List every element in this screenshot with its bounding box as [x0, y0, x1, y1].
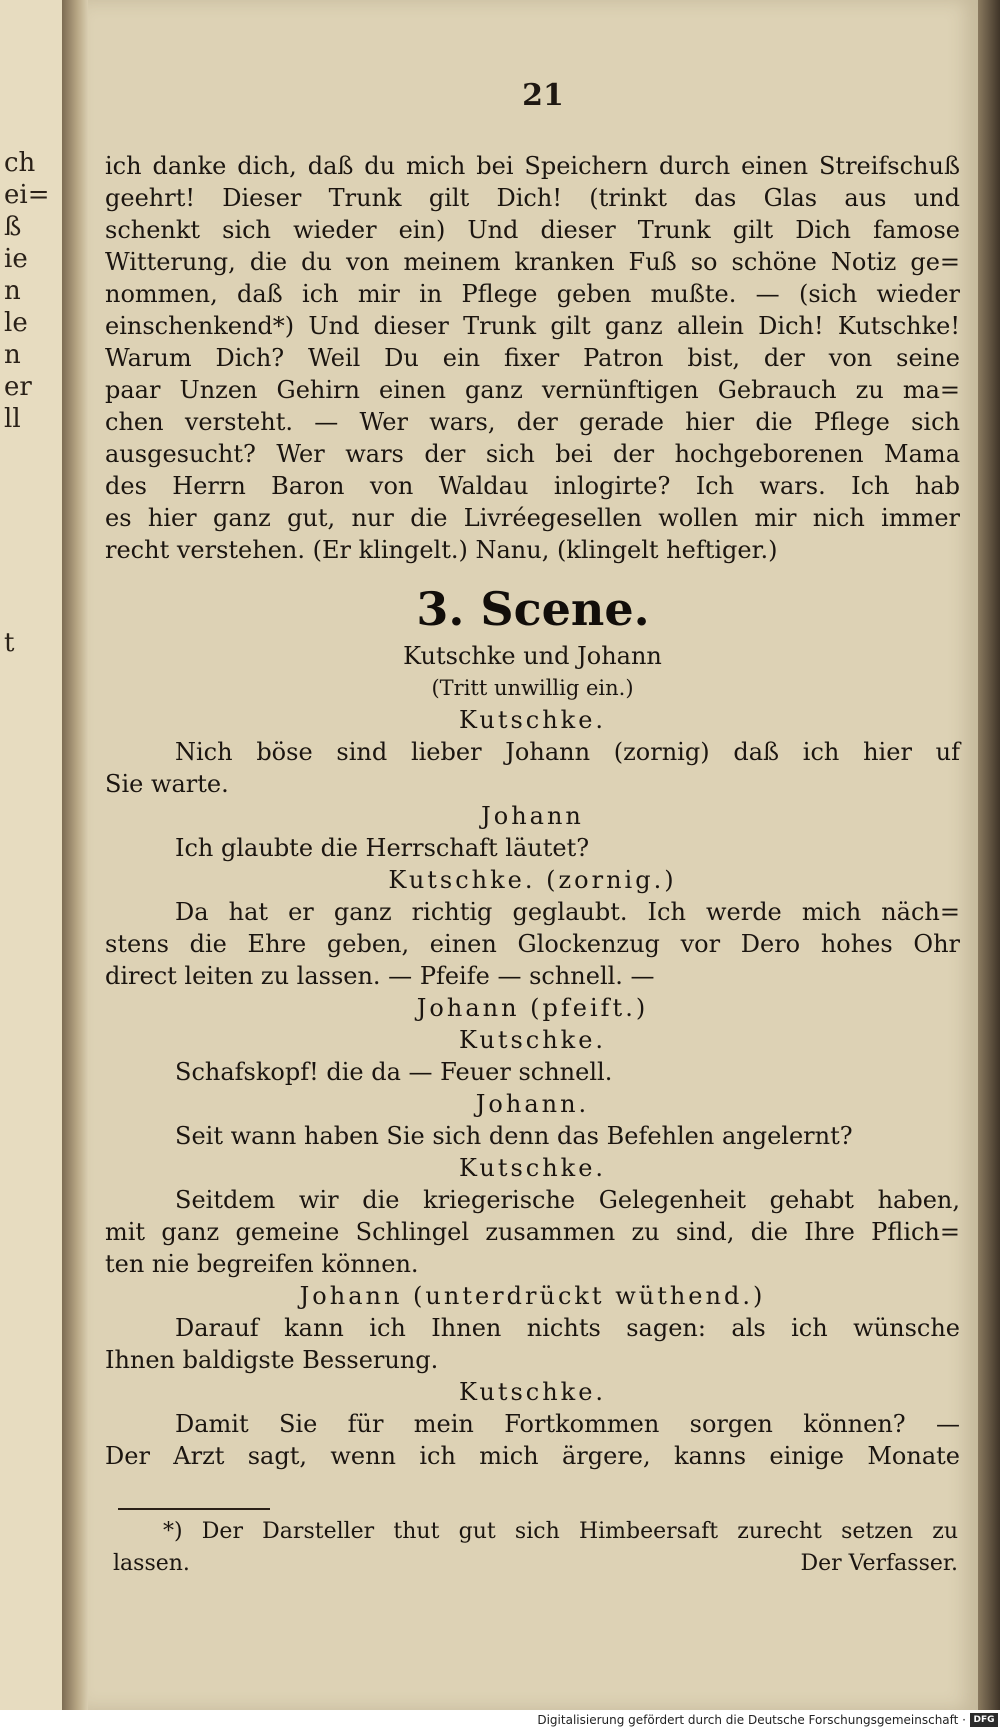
text-line: ausgesucht? Wer wars der sich bei der hochgeborenen Mama	[105, 440, 960, 468]
text-line: Witterung, die du von meinem kranken Fuß so schöne Notiz ge=	[105, 248, 960, 276]
dialogue-line: Ich glaubte die Herrschaft läutet?	[175, 834, 590, 862]
stage-direction: (Tritt unwillig ein.)	[431, 676, 634, 700]
footnote-line: *) Der Darsteller thut gut sich Himbeersaft zurecht setzen zu	[163, 1519, 958, 1544]
dialogue-line: Der Arzt sagt, wenn ich mich ärgere, kanns einige Monate	[105, 1442, 960, 1470]
speaker-name: Johann.	[475, 1090, 590, 1118]
footer-credit: Digitalisierung gefördert durch die Deutsche Forschungsgemeinschaft ·	[537, 1713, 966, 1727]
facing-page-edge	[0, 0, 64, 1730]
dialogue-line: mit ganz gemeine Schlingel zusammen zu sind, die Ihre Pflich=	[105, 1218, 960, 1246]
text-line: chen versteht. — Wer wars, der gerade hier die Pflege sich	[105, 408, 960, 436]
facing-page-fragment: er	[4, 372, 32, 402]
facing-page-fragment: ß	[4, 212, 22, 242]
facing-page-fragment: t	[4, 628, 15, 658]
dialogue-line: Ihnen baldigste Besserung.	[105, 1346, 439, 1374]
scene-cast: Kutschke und Johann	[403, 642, 662, 670]
text-line: schenkt sich wieder ein) Und dieser Trunk gilt Dich famose	[105, 216, 960, 244]
dialogue-line: Nich böse sind lieber Johann (zornig) daß ich hier uf	[175, 738, 960, 766]
speaker-name: Kutschke.	[458, 1026, 607, 1054]
text-line: Warum Dich? Weil Du ein fixer Patron bist, der von seine	[105, 344, 960, 372]
dialogue-line: direct leiten zu lassen. — Pfeife — schnell. —	[105, 962, 655, 990]
dialogue-line: Seit wann haben Sie sich denn das Befehlen angelernt?	[175, 1122, 853, 1150]
speaker-name: Kutschke.	[458, 1154, 607, 1182]
page-edge-shadow	[978, 0, 1000, 1710]
footnote-signature-row	[113, 1548, 958, 1580]
dialogue-line: Seitdem wir die kriegerische Gelegenheit gehabt haben,	[175, 1186, 960, 1214]
text-line: nommen, daß ich mir in Pflege geben mußte. — (sich wieder	[105, 280, 960, 308]
speaker-name: Johann	[481, 802, 584, 830]
facing-page-fragment: le	[4, 308, 28, 338]
scene-dialogue	[105, 640, 960, 1472]
facing-page-fragment: ie	[4, 244, 28, 274]
footnote	[113, 1516, 958, 1580]
speaker-name: Kutschke. (zornig.)	[388, 866, 677, 894]
dialogue-line: Damit Sie für mein Fortkommen sorgen können? —	[175, 1410, 960, 1438]
dialogue-line: stens die Ehre geben, einen Glockenzug vor Dero hohes Ohr	[105, 930, 960, 958]
footnote-rule	[118, 1508, 270, 1510]
dialogue-line: Da hat er ganz richtig geglaubt. Ich werde mich näch=	[175, 898, 960, 926]
dialogue-line: Sie warte.	[105, 770, 229, 798]
text-line: des Herrn Baron von Waldau inlogirte? Ich wars. Ich hab	[105, 472, 960, 500]
facing-page-fragment: ei=	[4, 180, 50, 210]
dialogue-line: Darauf kann ich Ihnen nichts sagen: als ich wünsche	[175, 1314, 960, 1342]
speaker-name: Johann (pfeift.)	[416, 994, 649, 1022]
speaker-name: Kutschke.	[458, 706, 607, 734]
scene-heading: 3. Scene.	[416, 582, 650, 636]
text-line: es hier ganz gut, nur die Livréegesellen wollen mir nich immer	[105, 504, 960, 532]
book-gutter	[62, 0, 88, 1730]
footnote-line: lassen.	[113, 1551, 190, 1576]
speaker-name: Kutschke.	[458, 1378, 607, 1406]
text-line: ich danke dich, daß du mich bei Speichern durch einen Streifschuß	[105, 152, 960, 180]
speaker-name: Johann (unterdrückt wüthend.)	[299, 1282, 766, 1310]
book-page	[88, 0, 978, 1710]
digitization-footer	[0, 1710, 1000, 1730]
text-line: paar Unzen Gehirn einen ganz vernünftigen Gebrauch zu ma=	[105, 376, 960, 404]
text-line: geehrt! Dieser Trunk gilt Dich! (trinkt das Glas aus und	[105, 184, 960, 212]
dialogue-line: Schafskopf! die da — Feuer schnell.	[175, 1058, 613, 1086]
footnote-author: Der Verfasser.	[800, 1551, 958, 1576]
facing-page-fragment: ll	[4, 404, 21, 434]
facing-page-fragment: ch	[4, 148, 36, 178]
facing-page-fragment: n	[4, 276, 21, 306]
page-number: 21	[522, 78, 564, 113]
facing-page-fragment: n	[4, 340, 21, 370]
text-line: einschenkend*) Und dieser Trunk gilt ganz allein Dich! Kutschke!	[105, 312, 960, 340]
monologue-paragraph	[105, 150, 960, 566]
dfg-logo: DFG	[970, 1713, 998, 1727]
dialogue-line: ten nie begreifen können.	[105, 1250, 419, 1278]
text-line: recht verstehen. (Er klingelt.) Nanu, (klingelt heftiger.)	[105, 536, 778, 564]
